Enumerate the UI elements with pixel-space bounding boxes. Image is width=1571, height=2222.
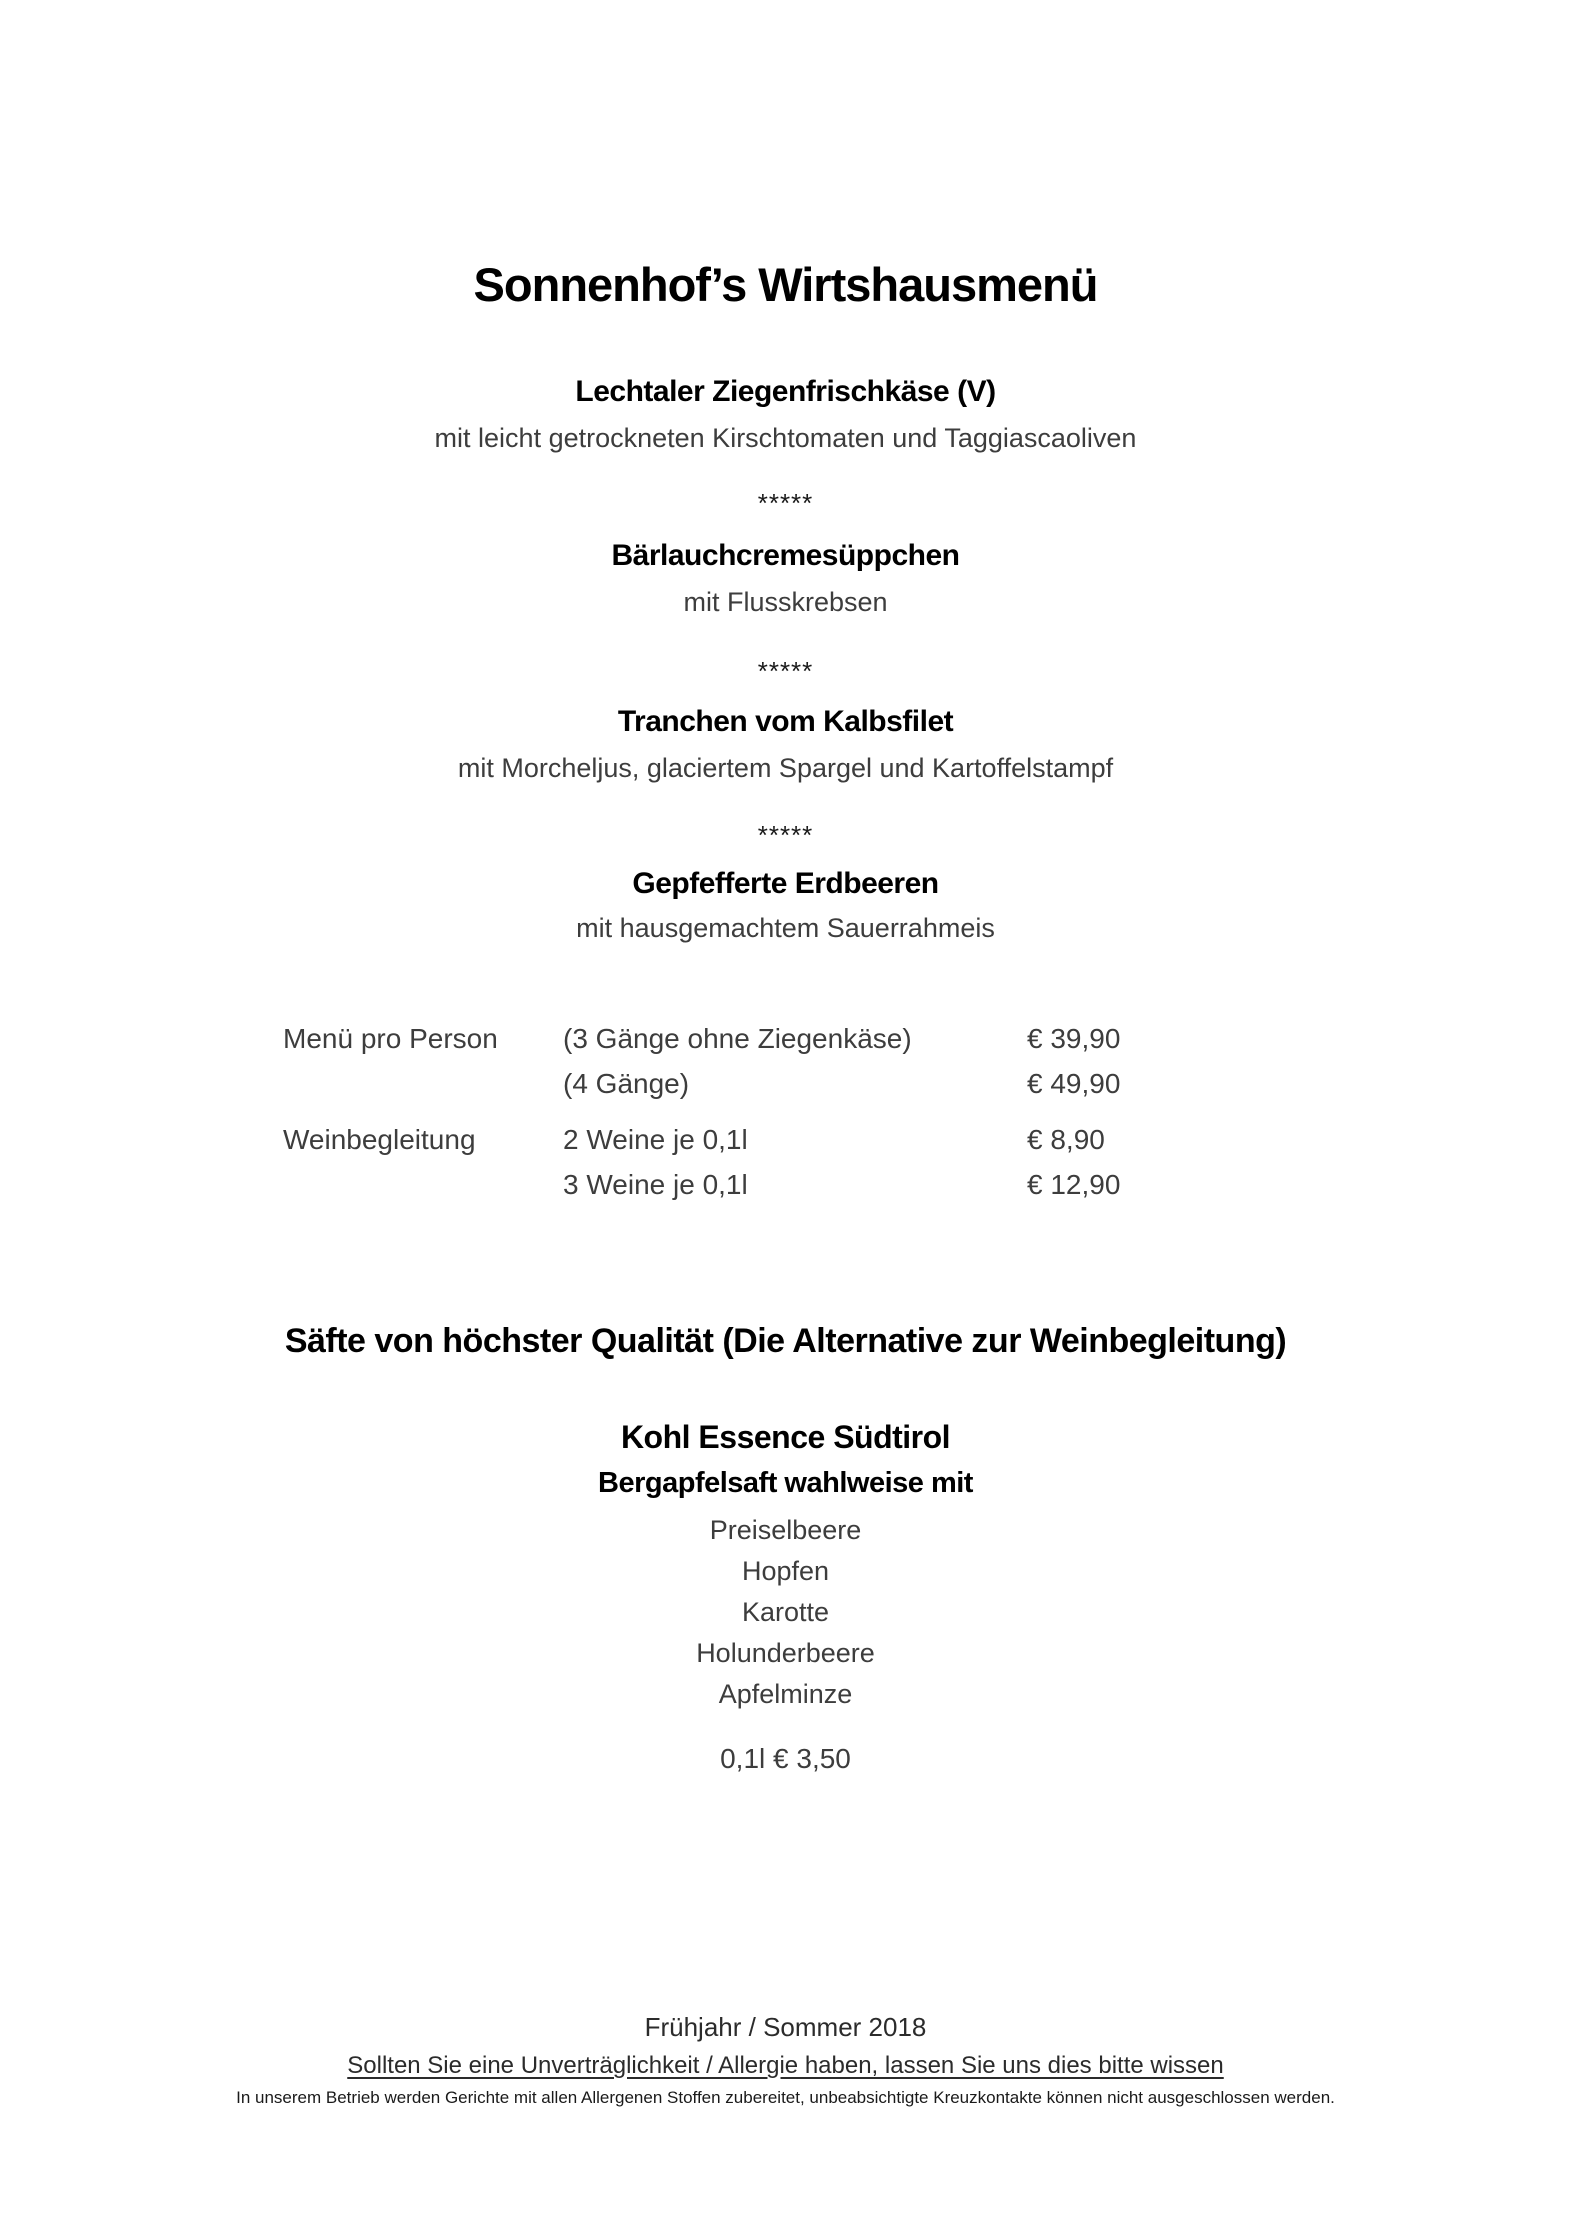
- juice-brand: Kohl Essence Südtirol: [620, 1419, 951, 1455]
- course-description: mit leicht getrockneten Kirschtomaten und Taggiascaoliven: [434, 423, 1137, 453]
- stars-separator: *****: [757, 488, 814, 518]
- pricing-price: € 49,90: [1027, 1068, 1121, 1099]
- course-name: Bärlauchcremesüppchen: [611, 539, 960, 572]
- pricing-row: [283, 1117, 1120, 1162]
- pricing-price: € 8,90: [1027, 1124, 1105, 1155]
- juice-flavor: Apfelminze: [718, 1679, 853, 1709]
- juice-flavor: Hopfen: [741, 1556, 830, 1586]
- course-description: mit Morcheljus, glaciertem Spargel und Kartoffelstampf: [457, 753, 1114, 783]
- juice-flavor: Preiselbeere: [709, 1515, 862, 1545]
- pricing-row: [283, 1162, 1120, 1207]
- juice-subheading: Bergapfelsaft wahlweise mit: [598, 1467, 973, 1499]
- juice-flavor: Holunderbeere: [696, 1638, 875, 1668]
- juice-flavor-list: [0, 1510, 1571, 1715]
- pricing-label: Menü pro Person: [283, 1023, 498, 1054]
- allergen-disclaimer: In unserem Betrieb werden Gerichte mit allen Allergenen Stoffen zubereitet, unbeabsichtigte Kreuzkontakte können nicht ausgeschlossen werden.: [236, 2088, 1335, 2107]
- pricing-label: Weinbegleitung: [283, 1124, 476, 1155]
- stars-separator: *****: [757, 656, 814, 686]
- juice-price: 0,1l € 3,50: [720, 1743, 851, 1774]
- pricing-price: € 39,90: [1027, 1023, 1121, 1054]
- stars-separator: *****: [757, 820, 814, 850]
- pricing-option: (4 Gänge): [563, 1068, 690, 1099]
- pricing-price: € 12,90: [1027, 1169, 1121, 1200]
- pricing-row: [283, 1061, 1120, 1106]
- allergy-notice: [0, 2050, 1571, 2082]
- course-description: mit Flusskrebsen: [683, 587, 888, 617]
- course-name: Tranchen vom Kalbsfilet: [617, 705, 954, 738]
- pricing-label: [283, 1162, 563, 1207]
- pricing-table: [283, 1016, 1120, 1207]
- pricing-row: [283, 1016, 1120, 1061]
- pricing-option: 3 Weine je 0,1l: [563, 1169, 748, 1200]
- course-name: Lechtaler Ziegenfrischkäse (V): [575, 375, 996, 408]
- juices-heading: Säfte von höchster Qualität (Die Alternative zur Weinbegleitung): [284, 1322, 1287, 1360]
- course-description: mit hausgemachtem Sauerrahmeis: [576, 913, 995, 943]
- pricing-option: (3 Gänge ohne Ziegenkäse): [563, 1023, 912, 1054]
- footer-season: Frühjahr / Sommer 2018: [644, 2012, 927, 2042]
- course-name: Gepfefferte Erdbeeren: [632, 867, 939, 900]
- pricing-option: 2 Weine je 0,1l: [563, 1124, 748, 1155]
- allergy-notice-text: Sollten Sie eine Unverträglichkeit / Allergie haben, lassen Sie uns dies bitte wissen: [347, 2052, 1224, 2079]
- pricing-label: [283, 1061, 563, 1106]
- page-title: Sonnenhof’s Wirtshausmenü: [473, 258, 1098, 311]
- juice-flavor: Karotte: [741, 1597, 830, 1627]
